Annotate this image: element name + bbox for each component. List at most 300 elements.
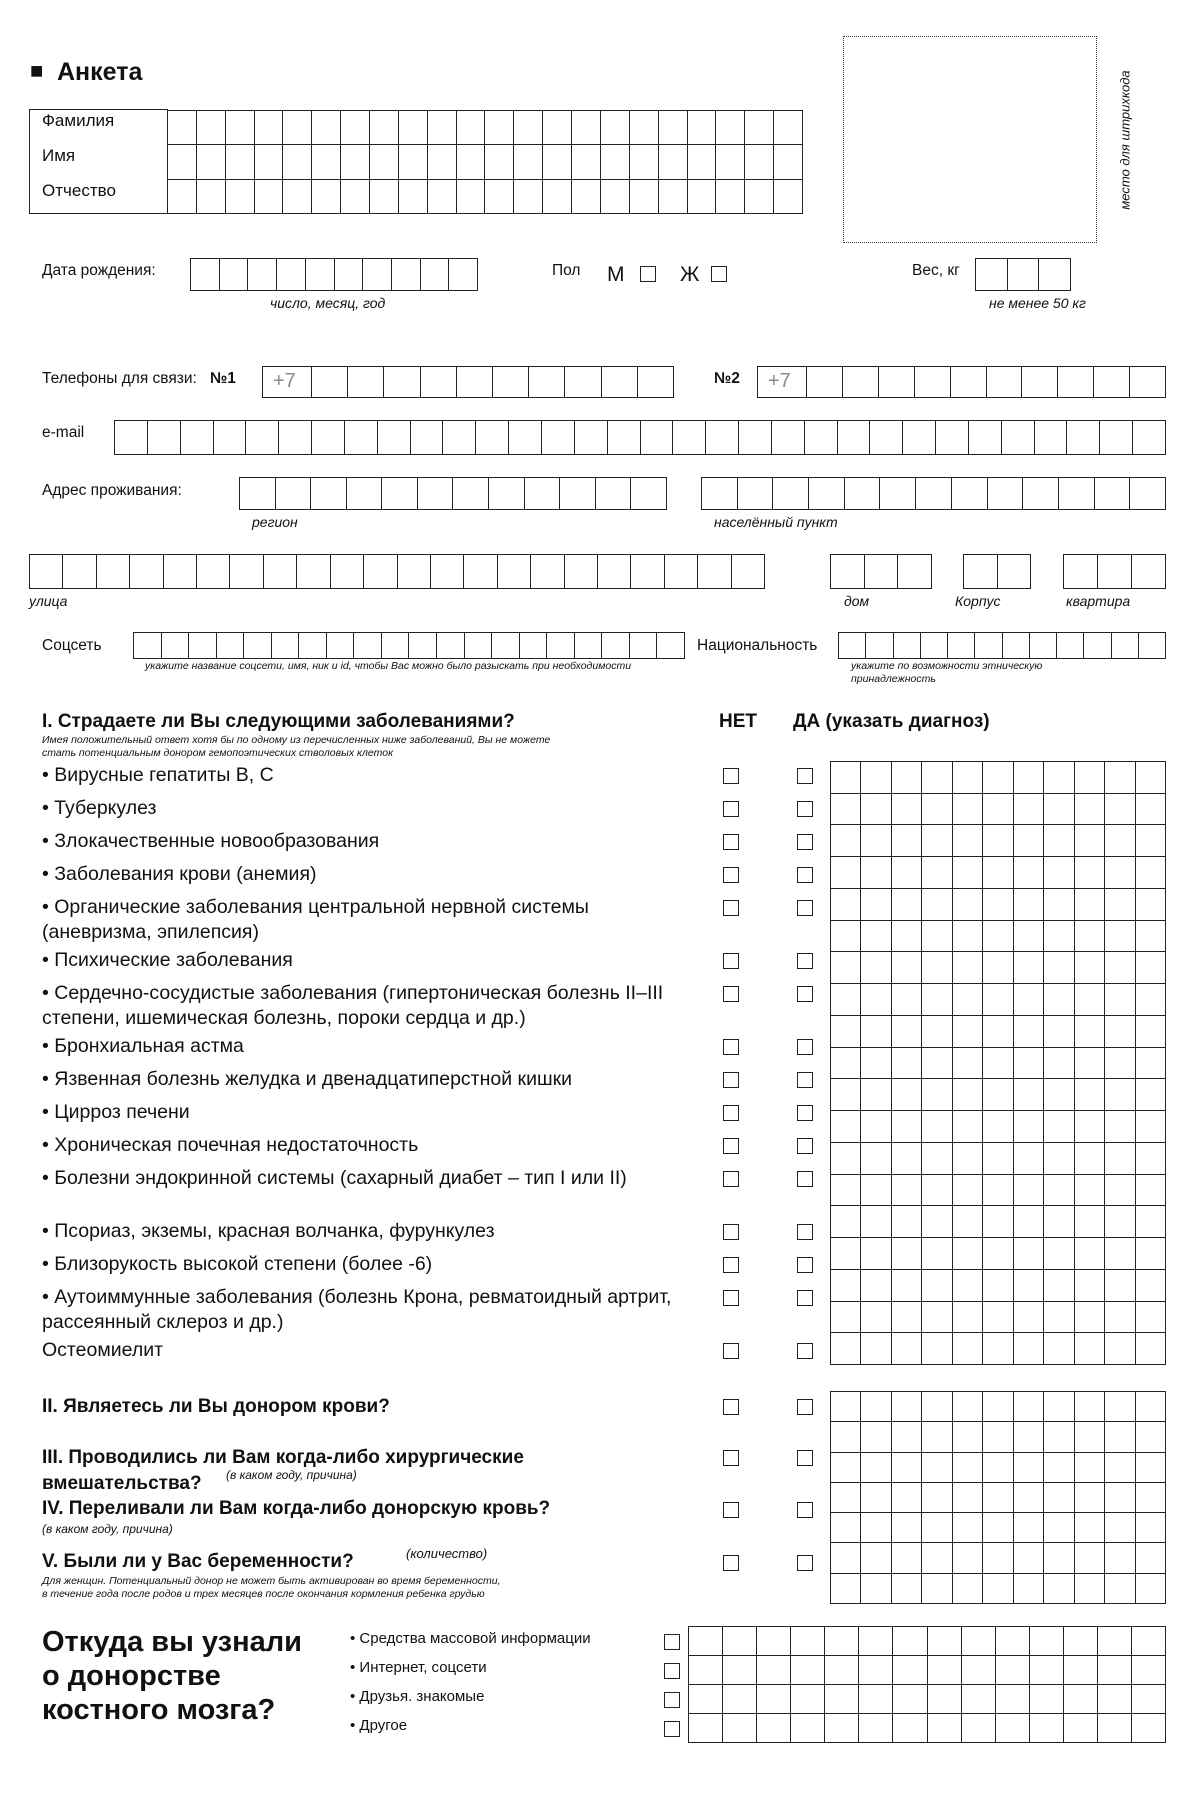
grid-cell[interactable] xyxy=(465,633,493,659)
grid-cell[interactable] xyxy=(1105,1453,1135,1483)
grid-cell[interactable] xyxy=(197,111,226,145)
grid-cell[interactable] xyxy=(312,111,341,145)
grid-cell[interactable] xyxy=(327,633,355,659)
grid-cell[interactable] xyxy=(1064,1656,1098,1685)
grid-cell[interactable] xyxy=(915,367,951,398)
grid-cell[interactable] xyxy=(1075,1392,1105,1422)
grid-cell[interactable] xyxy=(1105,921,1135,953)
street-grid[interactable] xyxy=(29,554,765,589)
disease-yes-checkbox[interactable] xyxy=(797,867,813,883)
grid-cell[interactable] xyxy=(631,478,667,510)
grid-cell[interactable] xyxy=(457,111,486,145)
grid-cell[interactable] xyxy=(476,421,509,455)
disease-no-checkbox[interactable] xyxy=(723,834,739,850)
grid-cell[interactable] xyxy=(859,1685,893,1714)
grid-cell[interactable] xyxy=(341,111,370,145)
grid-cell[interactable] xyxy=(1075,1143,1105,1175)
grid-cell[interactable] xyxy=(1014,984,1044,1016)
gender-female-checkbox[interactable] xyxy=(711,266,727,282)
grid-cell[interactable] xyxy=(716,180,745,214)
grid-cell[interactable] xyxy=(1014,1574,1044,1604)
grid-cell[interactable] xyxy=(861,1079,891,1111)
grid-cell[interactable] xyxy=(689,1627,723,1656)
grid-cell[interactable] xyxy=(922,921,952,953)
grid-cell[interactable] xyxy=(922,1333,952,1365)
grid-cell[interactable] xyxy=(1105,1238,1135,1270)
grid-cell[interactable] xyxy=(983,984,1013,1016)
house-grid[interactable] xyxy=(830,554,932,589)
grid-cell[interactable] xyxy=(951,367,987,398)
grid-cell[interactable] xyxy=(341,145,370,179)
grid-cell[interactable] xyxy=(1075,984,1105,1016)
grid-cell[interactable] xyxy=(370,111,399,145)
grid-cell[interactable] xyxy=(953,1143,983,1175)
grid-cell[interactable] xyxy=(831,1333,861,1365)
grid-cell[interactable] xyxy=(531,555,564,589)
grid-cell[interactable] xyxy=(189,633,217,659)
grid-cell[interactable] xyxy=(1100,421,1133,455)
grid-cell[interactable] xyxy=(1014,1111,1044,1143)
grid-cell[interactable] xyxy=(983,1016,1013,1048)
grid-cell[interactable] xyxy=(312,145,341,179)
grid-cell[interactable] xyxy=(168,145,197,179)
grid-cell[interactable] xyxy=(745,111,774,145)
grid-cell[interactable] xyxy=(983,1175,1013,1207)
grid-cell[interactable] xyxy=(809,478,845,510)
grid-cell[interactable] xyxy=(953,1513,983,1543)
grid-cell[interactable] xyxy=(1136,1483,1166,1513)
grid-cell[interactable] xyxy=(892,1206,922,1238)
grid-cell[interactable] xyxy=(831,1206,861,1238)
source-details-grid[interactable] xyxy=(688,1626,1166,1743)
grid-cell[interactable] xyxy=(1105,1143,1135,1175)
grid-cell[interactable] xyxy=(831,1270,861,1302)
grid-cell[interactable] xyxy=(1075,794,1105,826)
grid-cell[interactable] xyxy=(922,984,952,1016)
grid-cell[interactable] xyxy=(807,367,843,398)
grid-cell[interactable] xyxy=(831,1238,861,1270)
grid-cell[interactable] xyxy=(409,633,437,659)
grid-cell[interactable] xyxy=(30,555,63,589)
grid-cell[interactable] xyxy=(437,633,465,659)
diagnosis-grid[interactable] xyxy=(830,761,1166,1365)
grid-cell[interactable] xyxy=(1014,889,1044,921)
disease-yes-checkbox[interactable] xyxy=(797,1138,813,1154)
disease-no-checkbox[interactable] xyxy=(723,986,739,1002)
grid-cell[interactable] xyxy=(996,1685,1030,1714)
source-other-checkbox[interactable] xyxy=(664,1721,680,1737)
grid-cell[interactable] xyxy=(1136,1513,1166,1543)
grid-cell[interactable] xyxy=(560,478,596,510)
grid-cell[interactable] xyxy=(1044,1392,1074,1422)
grid-cell[interactable] xyxy=(983,1238,1013,1270)
grid-cell[interactable] xyxy=(335,259,364,291)
grid-cell[interactable] xyxy=(996,1627,1030,1656)
grid-cell[interactable] xyxy=(893,1714,927,1743)
grid-cell[interactable] xyxy=(922,889,952,921)
grid-cell[interactable] xyxy=(1044,1513,1074,1543)
grid-cell[interactable] xyxy=(825,1685,859,1714)
grid-cell[interactable] xyxy=(922,1143,952,1175)
grid-cell[interactable] xyxy=(922,1270,952,1302)
grid-cell[interactable] xyxy=(928,1627,962,1656)
grid-cell[interactable] xyxy=(892,1238,922,1270)
grid-cell[interactable] xyxy=(255,180,284,214)
grid-cell[interactable] xyxy=(922,1175,952,1207)
grid-cell[interactable] xyxy=(953,1302,983,1334)
grid-cell[interactable] xyxy=(1030,1656,1064,1685)
grid-cell[interactable] xyxy=(1014,825,1044,857)
grid-cell[interactable] xyxy=(831,1079,861,1111)
grid-cell[interactable] xyxy=(572,145,601,179)
grid-cell[interactable] xyxy=(1105,1079,1135,1111)
disease-no-checkbox[interactable] xyxy=(723,1072,739,1088)
grid-cell[interactable] xyxy=(831,1016,861,1048)
grid-cell[interactable] xyxy=(641,421,674,455)
grid-cell[interactable] xyxy=(1075,1333,1105,1365)
grid-cell[interactable] xyxy=(892,762,922,794)
grid-cell[interactable] xyxy=(861,794,891,826)
grid-cell[interactable] xyxy=(892,1079,922,1111)
grid-cell[interactable] xyxy=(1044,1543,1074,1573)
grid-cell[interactable] xyxy=(964,555,998,589)
grid-cell[interactable] xyxy=(983,1333,1013,1365)
grid-cell[interactable] xyxy=(1059,478,1095,510)
grid-cell[interactable] xyxy=(688,145,717,179)
grid-cell[interactable] xyxy=(1136,1392,1166,1422)
grid-cell[interactable] xyxy=(892,889,922,921)
grid-cell[interactable] xyxy=(987,367,1023,398)
grid-cell[interactable] xyxy=(1084,633,1111,659)
grid-cell[interactable] xyxy=(953,1175,983,1207)
gender-male-checkbox[interactable] xyxy=(640,266,656,282)
disease-yes-checkbox[interactable] xyxy=(797,1290,813,1306)
grid-cell[interactable] xyxy=(716,145,745,179)
disease-no-checkbox[interactable] xyxy=(723,1257,739,1273)
grid-cell[interactable] xyxy=(197,555,230,589)
grid-cell[interactable] xyxy=(443,421,476,455)
grid-cell[interactable] xyxy=(509,421,542,455)
grid-cell[interactable] xyxy=(922,1483,952,1513)
grid-cell[interactable] xyxy=(861,1543,891,1573)
grid-cell[interactable] xyxy=(922,825,952,857)
grid-cell[interactable] xyxy=(457,180,486,214)
grid-cell[interactable] xyxy=(1075,952,1105,984)
grid-cell[interactable] xyxy=(1014,1513,1044,1543)
source-internet-checkbox[interactable] xyxy=(664,1663,680,1679)
grid-cell[interactable] xyxy=(893,1656,927,1685)
grid-cell[interactable] xyxy=(1136,1574,1166,1604)
grid-cell[interactable] xyxy=(1044,1175,1074,1207)
grid-cell[interactable] xyxy=(1136,1422,1166,1452)
grid-cell[interactable] xyxy=(1136,825,1166,857)
source-friends-checkbox[interactable] xyxy=(664,1692,680,1708)
grid-cell[interactable] xyxy=(831,762,861,794)
grid-cell[interactable] xyxy=(264,555,297,589)
grid-cell[interactable] xyxy=(922,1302,952,1334)
grid-cell[interactable] xyxy=(1064,1685,1098,1714)
grid-cell[interactable] xyxy=(1014,794,1044,826)
grid-cell[interactable] xyxy=(272,633,300,659)
grid-cell[interactable] xyxy=(861,1206,891,1238)
grid-cell[interactable] xyxy=(898,555,932,589)
grid-cell[interactable] xyxy=(244,633,272,659)
grid-cell[interactable] xyxy=(831,555,865,589)
grid-cell[interactable] xyxy=(861,825,891,857)
grid-cell[interactable] xyxy=(1030,1714,1064,1743)
grid-cell[interactable] xyxy=(370,145,399,179)
grid-cell[interactable] xyxy=(962,1627,996,1656)
grid-cell[interactable] xyxy=(602,633,630,659)
grid-cell[interactable] xyxy=(689,1685,723,1714)
grid-cell[interactable] xyxy=(1014,857,1044,889)
grid-cell[interactable] xyxy=(1075,1483,1105,1513)
grid-cell[interactable] xyxy=(903,421,936,455)
section2-yes-checkbox[interactable] xyxy=(797,1399,813,1415)
grid-cell[interactable] xyxy=(575,421,608,455)
grid-cell[interactable] xyxy=(983,1206,1013,1238)
grid-cell[interactable] xyxy=(723,1685,757,1714)
grid-cell[interactable] xyxy=(1014,1392,1044,1422)
grid-cell[interactable] xyxy=(1105,857,1135,889)
grid-cell[interactable] xyxy=(1105,889,1135,921)
grid-cell[interactable] xyxy=(489,478,525,510)
grid-cell[interactable] xyxy=(596,478,632,510)
phone1-grid[interactable] xyxy=(262,366,674,398)
grid-cell[interactable] xyxy=(638,367,674,398)
grid-cell[interactable] xyxy=(893,1627,927,1656)
grid-cell[interactable] xyxy=(1075,889,1105,921)
grid-cell[interactable] xyxy=(1014,1175,1044,1207)
grid-cell[interactable] xyxy=(283,145,312,179)
grid-cell[interactable] xyxy=(861,1270,891,1302)
grid-cell[interactable] xyxy=(892,857,922,889)
grid-cell[interactable] xyxy=(953,1422,983,1452)
disease-no-checkbox[interactable] xyxy=(723,801,739,817)
grid-cell[interactable] xyxy=(953,794,983,826)
grid-cell[interactable] xyxy=(983,1048,1013,1080)
grid-cell[interactable] xyxy=(1105,1422,1135,1452)
grid-cell[interactable] xyxy=(861,952,891,984)
disease-no-checkbox[interactable] xyxy=(723,1138,739,1154)
grid-cell[interactable] xyxy=(922,1206,952,1238)
grid-cell[interactable] xyxy=(953,762,983,794)
grid-cell[interactable] xyxy=(1136,1453,1166,1483)
grid-cell[interactable] xyxy=(922,1048,952,1080)
grid-cell[interactable] xyxy=(1058,367,1094,398)
grid-cell[interactable] xyxy=(382,633,410,659)
grid-cell[interactable] xyxy=(1022,367,1058,398)
grid-cell[interactable] xyxy=(168,111,197,145)
grid-cell[interactable] xyxy=(831,825,861,857)
grid-cell[interactable] xyxy=(1132,1627,1166,1656)
grid-cell[interactable] xyxy=(953,1543,983,1573)
disease-no-checkbox[interactable] xyxy=(723,900,739,916)
locality-grid[interactable] xyxy=(701,477,1166,510)
grid-cell[interactable] xyxy=(892,984,922,1016)
grid-cell[interactable] xyxy=(428,111,457,145)
grid-cell[interactable] xyxy=(689,1656,723,1685)
grid-cell[interactable] xyxy=(514,145,543,179)
grid-cell[interactable] xyxy=(831,952,861,984)
grid-cell[interactable] xyxy=(988,478,1024,510)
grid-cell[interactable] xyxy=(953,984,983,1016)
grid-cell[interactable] xyxy=(861,1513,891,1543)
grid-cell[interactable] xyxy=(1044,1206,1074,1238)
grid-cell[interactable] xyxy=(399,145,428,179)
grid-cell[interactable] xyxy=(825,1656,859,1685)
grid-cell[interactable] xyxy=(983,1483,1013,1513)
grid-cell[interactable] xyxy=(861,762,891,794)
grid-cell[interactable] xyxy=(892,1422,922,1452)
grid-cell[interactable] xyxy=(1139,633,1166,659)
grid-cell[interactable] xyxy=(838,421,871,455)
grid-cell[interactable] xyxy=(716,111,745,145)
grid-cell[interactable] xyxy=(312,180,341,214)
grid-cell[interactable] xyxy=(843,367,879,398)
grid-cell[interactable] xyxy=(1112,633,1139,659)
grid-cell[interactable] xyxy=(892,1513,922,1543)
grid-cell[interactable] xyxy=(1136,1048,1166,1080)
grid-cell[interactable] xyxy=(723,1714,757,1743)
grid-cell[interactable] xyxy=(831,1574,861,1604)
grid-cell[interactable] xyxy=(1014,952,1044,984)
grid-cell[interactable] xyxy=(928,1685,962,1714)
grid-cell[interactable] xyxy=(1014,1302,1044,1334)
grid-cell[interactable] xyxy=(922,952,952,984)
grid-cell[interactable] xyxy=(1094,367,1130,398)
grid-cell[interactable] xyxy=(773,478,809,510)
grid-cell[interactable] xyxy=(384,367,420,398)
disease-yes-checkbox[interactable] xyxy=(797,986,813,1002)
grid-cell[interactable] xyxy=(1008,259,1040,291)
grid-cell[interactable] xyxy=(1136,1543,1166,1573)
grid-cell[interactable] xyxy=(831,794,861,826)
grid-cell[interactable] xyxy=(248,259,277,291)
grid-cell[interactable] xyxy=(774,180,803,214)
grid-cell[interactable] xyxy=(998,555,1032,589)
grid-cell[interactable] xyxy=(831,1302,861,1334)
grid-cell[interactable] xyxy=(774,145,803,179)
grid-cell[interactable] xyxy=(1003,633,1030,659)
grid-cell[interactable] xyxy=(922,1453,952,1483)
nationality-grid[interactable] xyxy=(838,632,1166,659)
grid-cell[interactable] xyxy=(1075,857,1105,889)
section3-yes-checkbox[interactable] xyxy=(797,1450,813,1466)
grid-cell[interactable] xyxy=(1075,1270,1105,1302)
grid-cell[interactable] xyxy=(1075,921,1105,953)
grid-cell[interactable] xyxy=(892,1175,922,1207)
grid-cell[interactable] xyxy=(1105,952,1135,984)
grid-cell[interactable] xyxy=(1044,1333,1074,1365)
grid-cell[interactable] xyxy=(1044,1302,1074,1334)
grid-cell[interactable] xyxy=(831,1392,861,1422)
grid-cell[interactable] xyxy=(689,1714,723,1743)
grid-cell[interactable] xyxy=(1014,1238,1044,1270)
grid-cell[interactable] xyxy=(1030,1685,1064,1714)
grid-cell[interactable] xyxy=(976,259,1008,291)
grid-cell[interactable] xyxy=(953,1079,983,1111)
grid-cell[interactable] xyxy=(1044,1270,1074,1302)
grid-cell[interactable] xyxy=(922,857,952,889)
grid-cell[interactable] xyxy=(861,857,891,889)
grid-cell[interactable] xyxy=(134,633,162,659)
grid-cell[interactable] xyxy=(831,1483,861,1513)
grid-cell[interactable] xyxy=(922,1079,952,1111)
grid-cell[interactable] xyxy=(936,421,969,455)
grid-cell[interactable] xyxy=(1105,1048,1135,1080)
grid-cell[interactable] xyxy=(1105,1333,1135,1365)
grid-cell[interactable] xyxy=(983,1079,1013,1111)
grid-cell[interactable] xyxy=(543,145,572,179)
grid-cell[interactable] xyxy=(1014,921,1044,953)
grid-cell[interactable] xyxy=(1014,1333,1044,1365)
grid-cell[interactable] xyxy=(63,555,96,589)
grid-cell[interactable] xyxy=(921,633,948,659)
grid-cell[interactable] xyxy=(1075,1453,1105,1483)
grid-cell[interactable] xyxy=(892,1270,922,1302)
grid-cell[interactable] xyxy=(739,421,772,455)
grid-cell[interactable] xyxy=(363,259,392,291)
grid-cell[interactable] xyxy=(839,633,866,659)
grid-cell[interactable] xyxy=(831,1513,861,1543)
grid-cell[interactable] xyxy=(1105,1483,1135,1513)
grid-cell[interactable] xyxy=(1044,1483,1074,1513)
grid-cell[interactable] xyxy=(657,633,685,659)
grid-cell[interactable] xyxy=(1044,1143,1074,1175)
grid-cell[interactable] xyxy=(1075,1238,1105,1270)
grid-cell[interactable] xyxy=(449,259,478,291)
grid-cell[interactable] xyxy=(861,1574,891,1604)
grid-cell[interactable] xyxy=(1044,825,1074,857)
grid-cell[interactable] xyxy=(279,421,312,455)
grid-cell[interactable] xyxy=(983,1392,1013,1422)
grid-cell[interactable] xyxy=(572,180,601,214)
disease-yes-checkbox[interactable] xyxy=(797,1105,813,1121)
grid-cell[interactable] xyxy=(922,794,952,826)
grid-cell[interactable] xyxy=(861,1048,891,1080)
grid-cell[interactable] xyxy=(354,633,382,659)
section3-no-checkbox[interactable] xyxy=(723,1450,739,1466)
grid-cell[interactable] xyxy=(1132,1714,1166,1743)
source-media-checkbox[interactable] xyxy=(664,1634,680,1650)
grid-cell[interactable] xyxy=(791,1685,825,1714)
grid-cell[interactable] xyxy=(861,889,891,921)
grid-cell[interactable] xyxy=(421,259,450,291)
grid-cell[interactable] xyxy=(364,555,397,589)
grid-cell[interactable] xyxy=(757,1627,791,1656)
grid-cell[interactable] xyxy=(547,633,575,659)
grid-cell[interactable] xyxy=(983,1143,1013,1175)
grid-cell[interactable] xyxy=(892,1016,922,1048)
grid-cell[interactable] xyxy=(1105,1543,1135,1573)
grid-cell[interactable] xyxy=(1014,1048,1044,1080)
grid-cell[interactable] xyxy=(283,180,312,214)
grid-cell[interactable] xyxy=(983,1111,1013,1143)
grid-cell[interactable] xyxy=(892,1302,922,1334)
grid-cell[interactable] xyxy=(418,478,454,510)
grid-cell[interactable] xyxy=(1064,555,1098,589)
disease-no-checkbox[interactable] xyxy=(723,1343,739,1359)
grid-cell[interactable] xyxy=(498,555,531,589)
grid-cell[interactable] xyxy=(983,1574,1013,1604)
grid-cell[interactable] xyxy=(1105,984,1135,1016)
grid-cell[interactable] xyxy=(922,1016,952,1048)
disease-no-checkbox[interactable] xyxy=(723,867,739,883)
grid-cell[interactable] xyxy=(431,555,464,589)
grid-cell[interactable] xyxy=(772,421,805,455)
grid-cell[interactable] xyxy=(953,1016,983,1048)
